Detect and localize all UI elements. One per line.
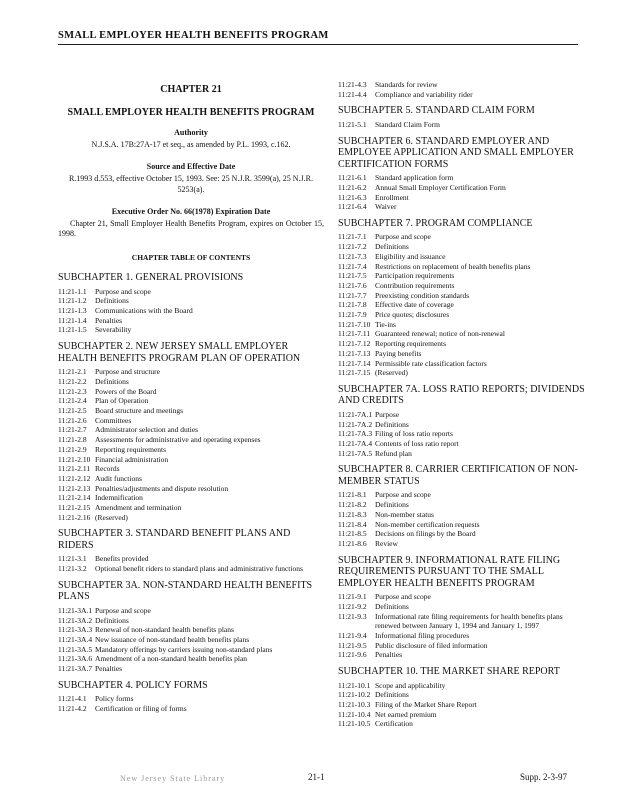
header-rule [58,44,578,45]
section-title: Tie-ins [375,319,396,329]
section-number: 11:21-10.3 [338,700,371,710]
section-number: 11:21-7A.1 [338,409,373,419]
toc-section [58,513,324,523]
section-title: Standard Claim Form [375,119,440,129]
toc-section [338,681,586,691]
section-number: 11:21-7.3 [338,251,367,261]
section-title: Amendment and termination [95,503,182,513]
toc-section [338,252,586,262]
section-title: Price quotes; disclosures [375,310,450,320]
supplement-date: Supp. 2-3-97 [520,772,567,782]
toc-section [58,445,324,455]
toc-section [58,306,324,316]
toc-section [58,474,324,484]
section-title: Decisions on filings by the Board [375,529,476,539]
section-title: Purpose and scope [95,605,151,615]
toc-section [338,359,586,369]
toc-section [338,700,586,710]
section-number: 11:21-2.10 [58,454,91,464]
right-column [338,80,586,729]
subchapter-heading: SUBCHAPTER 8. CARRIER CERTIFICATION OF NON-MEMBER STATUS [338,464,578,487]
section-title: Permissible rate classification factors [375,358,487,368]
section-title: Definitions [95,296,129,306]
toc-section [58,455,324,465]
toc-section [58,616,324,626]
toc-label: CHAPTER TABLE OF CONTENTS [131,253,251,263]
section-title: (Reserved) [375,368,408,378]
section-title: Indemnification [95,493,143,503]
subchapter-heading: SUBCHAPTER 3. STANDARD BENEFIT PLANS AND RIDERS [58,528,291,551]
toc-section [58,493,324,503]
section-title: Refund plan [375,448,412,458]
toc-section [58,503,324,513]
toc-section [58,296,324,306]
section-number: 11:21-8.1 [338,490,367,500]
toc-section [338,490,586,500]
section-number: 11:21-10.5 [338,719,371,729]
section-title: Annual Small Employer Certification Form [375,182,506,192]
section-title: Certification [375,719,413,729]
toc-section [338,500,586,510]
subchapter-heading: SUBCHAPTER 1. GENERAL PROVISIONS [58,272,244,284]
section-number: 11:21-10.4 [338,709,371,719]
toc-section [338,193,586,203]
toc-section [338,510,586,520]
left-toc-list [58,272,324,714]
toc-section [338,449,586,459]
toc-section [338,719,586,729]
section-number: 11:21-7A.5 [338,448,373,458]
section-number: 11:21-7.5 [338,271,367,281]
section-number: 11:21-3A.3 [58,625,93,635]
section-title: Contribution requirements [375,280,455,290]
toc-section [338,520,586,530]
toc-section [58,654,324,664]
toc-section [338,631,586,641]
section-title: Purpose [375,409,400,419]
section-title: (Reserved) [95,512,128,522]
library-stamp: New Jersey State Library [120,774,226,783]
section-number: 11:21-4.4 [338,89,367,99]
section-number: 11:21-2.12 [58,473,91,483]
section-title: Definitions [375,690,409,700]
toc-section [58,387,324,397]
section-title: Mandatory offerings by carriers issuing non-standard plans [95,644,273,654]
section-number: 11:21-2.13 [58,483,91,493]
section-title: Committees [95,415,132,425]
subchapter-heading: SUBCHAPTER 3A. NON-STANDARD HEALTH BENEFITS PLANS [58,579,313,603]
authority-text: N.J.S.A. 17B:27A-17 et seq., as amended by P.L. 1993, c.162. [91,140,291,149]
toc-section [338,291,586,301]
section-title: Standard application form [375,173,454,183]
section-number: 11:21-6.1 [338,173,367,183]
section-title: Penalties [95,664,123,674]
section-title: Informational rate filing requirements for health benefits plans renewed between January 1, 1994 and January 1, 1997 [375,611,563,631]
section-number: 11:21-7.7 [338,290,367,300]
section-number: 11:21-8.2 [338,500,367,510]
section-title: Paying benefits [375,348,422,358]
section-title: Board structure and meetings [95,406,184,415]
section-number: 11:21-2.7 [58,425,87,435]
section-number: 11:21-2.5 [58,406,87,415]
section-number: 11:21-4.1 [58,694,87,704]
section-title: Severability [95,325,132,335]
toc-section [338,429,586,439]
section-number: 11:21-1.1 [58,286,87,296]
section-title: Policy forms [95,694,134,704]
toc-section [338,612,586,631]
section-number: 11:21-4.2 [58,703,87,713]
toc-section [58,377,324,387]
toc-section [58,416,324,426]
section-title: Powers of the Board [95,386,157,396]
section-number: 11:21-3A.6 [58,654,93,664]
toc-section [58,425,324,435]
section-title: Penalties/adjustments and dispute resolution [95,483,229,493]
section-title: Definitions [95,376,129,386]
subchapter-heading: SUBCHAPTER 5. STANDARD CLAIM FORM [338,105,535,117]
section-number: 11:21-2.2 [58,376,87,386]
page-number: 21-1 [308,772,325,782]
section-title: Certification or filing of forms [95,703,187,713]
section-title: Definitions [375,500,409,510]
section-number: 11:21-10.2 [338,690,371,700]
section-number: 11:21-8.3 [338,509,367,519]
toc-section [338,641,586,651]
section-title: Guaranteed renewal; notice of non-renewal [375,329,505,339]
section-title: Definitions [95,615,129,625]
section-title: Public disclosure of filed information [375,640,488,650]
section-number: 11:21-1.4 [58,315,87,325]
section-title: Informational filing procedures [375,631,470,641]
toc-section [58,287,324,297]
toc-section [58,435,324,445]
section-number: 11:21-7.1 [338,232,367,242]
toc-section [338,202,586,212]
section-number: 11:21-2.14 [58,493,91,503]
section-number: 11:21-8.5 [338,529,367,539]
section-title: Communications with the Board [95,306,193,316]
section-title: Filing of the Market Share Report [375,700,477,710]
section-number: 11:21-7.6 [338,280,367,290]
section-number: 11:21-4.3 [338,80,367,89]
toc-section [338,80,586,90]
section-number: 11:21-6.3 [338,192,367,202]
section-number: 11:21-2.9 [58,444,87,454]
toc-section [338,173,586,183]
toc-section [338,339,586,349]
toc-section [338,320,586,330]
section-title: Filing of loss ratio reports [375,429,453,439]
toc-section [338,120,586,130]
section-number: 11:21-7A.2 [338,419,373,429]
toc-section [338,710,586,720]
section-number: 11:21-7.13 [338,348,371,358]
toc-section [338,232,586,242]
section-title: Penalties [95,315,123,325]
section-number: 11:21-8.6 [338,539,367,548]
subchapter-heading: SUBCHAPTER 7. PROGRAM COMPLIANCE [338,217,533,229]
section-number: 11:21-2.6 [58,415,87,425]
toc-section [338,90,586,100]
section-title: Purpose and scope [375,592,431,602]
toc-section [338,183,586,193]
section-title: Records [95,464,120,474]
subchapter-heading: SUBCHAPTER 4. POLICY FORMS [58,679,208,691]
section-number: 11:21-7.14 [338,358,371,368]
subchapter-heading: SUBCHAPTER 10. THE MARKET SHARE REPORT [338,666,560,678]
section-number: 11:21-2.3 [58,386,87,396]
toc-section [338,262,586,272]
toc-section [338,310,586,320]
section-number: 11:21-9.6 [338,650,367,660]
section-title: Contents of loss ratio report [375,439,459,449]
running-head: SMALL EMPLOYER HEALTH BENEFITS PROGRAM [58,30,329,41]
section-title: Effective date of coverage [375,300,454,310]
section-title: Purpose and scope [95,286,151,296]
section-number: 11:21-9.4 [338,631,367,641]
section-number: 11:21-7.10 [338,319,371,329]
section-title: Financial administration [95,454,169,464]
continued-sections [338,80,586,99]
toc-section [338,650,586,660]
section-number: 11:21-6.2 [338,182,367,192]
section-number: 11:21-7.4 [338,261,367,271]
authority-label: Authority [174,128,208,137]
toc-section [58,396,324,406]
section-number: 11:21-9.2 [338,601,367,611]
toc-section [58,406,324,416]
section-number: 11:21-2.16 [58,512,91,522]
section-title: Definitions [375,419,409,429]
section-number: 11:21-8.4 [338,519,367,529]
chapter-label: CHAPTER 21 [160,84,222,95]
section-number: 11:21-3A.7 [58,664,93,674]
section-number: 11:21-7.9 [338,310,367,320]
section-number: 11:21-7.11 [338,329,371,339]
section-number: 11:21-7A.4 [338,439,373,449]
section-title: Purpose and scope [375,490,431,500]
toc-section [58,484,324,494]
section-number: 11:21-1.5 [58,325,87,335]
section-number: 11:21-9.5 [338,640,367,650]
toc-section [58,464,324,474]
exec-order-label: Executive Order No. 66(1978) Expiration Date [111,207,271,217]
subchapter-heading: SUBCHAPTER 2. NEW JERSEY SMALL EMPLOYER HEALTH BENEFITS PROGRAM PLAN OF OPERATION [58,341,301,364]
section-title: Assessments for administrative and operating expenses [95,435,261,445]
section-number: 11:21-2.15 [58,503,91,513]
section-title: Scope and applicability [375,680,446,690]
section-title: Purpose and structure [95,367,160,377]
section-title: Administrator selection and duties [95,425,199,435]
section-title: New issuance of non-standard health benefits plans [95,634,250,644]
section-title: Eligibility and issuance [375,251,446,261]
section-number: 11:21-1.3 [58,306,87,316]
section-title: Net earned premium [375,709,437,719]
section-number: 11:21-7.12 [338,339,371,349]
section-number: 11:21-5.1 [338,119,367,129]
section-title: Penalties [375,650,403,660]
section-number: 11:21-2.1 [58,367,87,377]
section-title: Standards for review [375,80,438,89]
section-title: Optional benefit riders to standard plans and administrative functions [95,564,303,574]
source-text: R.1993 d.553, effective October 15, 1993. See: 25 N.J.R. 3599(a), 25 N.J.R. 5253(a). [68,174,314,194]
subchapter-heading: SUBCHAPTER 9. INFORMATIONAL RATE FILING REQUIREMENTS PURSUANT TO THE SMALL EMPLOYER HEALTH BENEFITS PROGRAM [338,554,561,589]
toc-section [338,529,586,539]
section-title: Non-member certification requests [375,519,480,529]
section-title: Plan of Operation [95,396,149,406]
right-toc-list [338,105,586,729]
section-title: Benefits provided [95,554,149,564]
toc-section [58,554,324,564]
section-title: Waiver [375,202,397,212]
toc-section [338,690,586,700]
toc-section [338,602,586,612]
toc-section [338,329,586,339]
toc-section [338,592,586,602]
toc-section [58,694,324,704]
toc-section [338,271,586,281]
section-number: 11:21-7.15 [338,368,371,378]
toc-section [58,564,324,574]
toc-section [58,625,324,635]
section-number: 11:21-9.3 [338,611,367,621]
section-number: 11:21-7A.3 [338,429,373,439]
toc-section [58,645,324,655]
exec-order-text: Chapter 21, Small Employer Health Benefits Program, expires on October 15, 1998. [58,219,324,239]
section-number: 11:21-10.1 [338,680,371,690]
section-title: Restrictions on replacement of health benefits plans [375,261,531,271]
section-number: 11:21-3A.4 [58,634,93,644]
section-number: 11:21-3.2 [58,564,87,574]
section-number: 11:21-9.1 [338,592,367,602]
section-title: Renewal of non-standard health benefits plans [95,625,234,635]
section-number: 11:21-3A.2 [58,615,93,625]
toc-section [338,539,586,549]
toc-section [58,635,324,645]
section-number: 11:21-3.1 [58,554,87,564]
subchapter-heading: SUBCHAPTER 6. STANDARD EMPLOYER AND EMPLOYEE APPLICATION AND SMALL EMPLOYER CERTIFICATION FORMS [338,135,574,170]
section-title: Audit functions [95,473,142,483]
toc-section [58,367,324,377]
section-number: 11:21-2.11 [58,464,91,474]
section-number: 11:21-2.8 [58,435,87,445]
chapter-title: SMALL EMPLOYER HEALTH BENEFITS PROGRAM [67,107,315,118]
section-title: Compliance and variability rider [375,89,473,99]
section-number: 11:21-6.4 [338,202,367,212]
toc-section [58,316,324,326]
toc-section [338,300,586,310]
section-title: Reporting requirements [95,444,167,454]
toc-section [338,368,586,378]
section-title: Definitions [375,601,409,611]
toc-section [338,281,586,291]
section-number: 11:21-7.2 [338,242,367,252]
section-number: 11:21-7.8 [338,300,367,310]
source-label: Source and Effective Date [146,162,236,172]
section-title: Amendment of a non-standard health benefits plan [95,654,248,664]
section-number: 11:21-3A.5 [58,644,93,654]
toc-section [338,349,586,359]
section-title: Purpose and scope [375,232,431,242]
toc-section [338,242,586,252]
left-column [58,80,324,714]
toc-section [338,420,586,430]
toc-section [58,325,324,335]
toc-section [58,606,324,616]
section-title: Enrollment [375,192,409,202]
toc-section [58,704,324,714]
section-title: Preexisting condition standards [375,290,470,300]
section-number: 11:21-1.2 [58,296,87,306]
section-number: 11:21-3A.1 [58,605,93,615]
section-title: Non-member status [375,509,434,519]
section-title: Reporting requirements [375,339,447,349]
toc-section [58,664,324,674]
section-title: Definitions [375,242,409,252]
toc-section [338,410,586,420]
section-title: Participation requirements [375,271,455,281]
section-number: 11:21-2.4 [58,396,87,406]
toc-section [338,439,586,449]
subchapter-heading: SUBCHAPTER 7A. LOSS RATIO REPORTS; DIVIDENDS AND CREDITS [338,383,585,407]
section-title: Review [375,539,398,548]
